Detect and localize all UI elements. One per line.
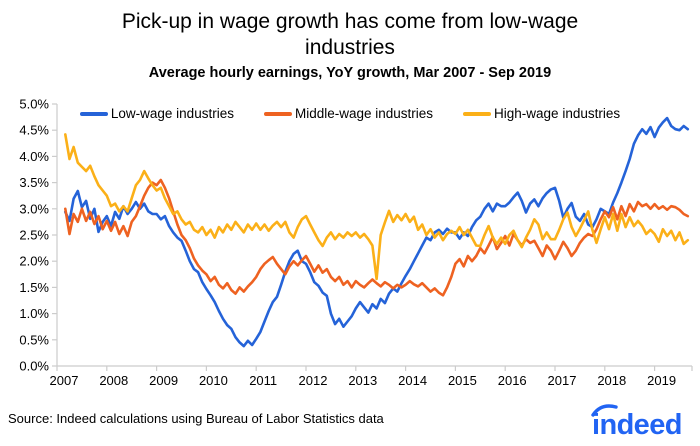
indeed-logo-text: indeed <box>592 409 682 441</box>
legend-label-low-wage: Low-wage industries <box>110 106 234 121</box>
y-tick-label: 5.0% <box>19 96 49 112</box>
legend-swatch-middle-wage <box>264 112 292 116</box>
x-tick-label: 2015 <box>447 373 477 388</box>
y-tick-label: 4.0% <box>19 148 49 164</box>
indeed-logo-graphic <box>590 401 694 441</box>
x-tick-label: 2017 <box>547 373 577 388</box>
y-tick-label: 3.5% <box>19 175 49 191</box>
y-tick-label: 4.5% <box>19 122 49 138</box>
chart-area <box>0 93 700 395</box>
y-tick-label: 1.0% <box>19 306 49 322</box>
wage-growth-line-chart <box>0 93 700 395</box>
x-tick-label: 2011 <box>249 373 278 388</box>
x-tick-label: 2009 <box>149 373 179 388</box>
y-tick-label: 0.5% <box>19 332 49 348</box>
source-note: Source: Indeed calculations using Bureau of Labor Statistics data <box>8 411 384 426</box>
x-tick-label: 2014 <box>398 373 428 388</box>
y-tick-label: 3.0% <box>19 201 49 217</box>
legend-swatch-high-wage <box>463 112 491 116</box>
y-tick-label: 2.5% <box>19 227 49 243</box>
x-tick-label: 2019 <box>647 373 677 388</box>
x-tick-label: 2008 <box>99 373 129 388</box>
legend-item-middle-wage <box>264 106 433 121</box>
x-tick-label: 2013 <box>348 373 378 388</box>
legend-item-low-wage <box>80 106 234 121</box>
y-tick-label: 1.5% <box>19 279 49 295</box>
series-line-high-wage-industries <box>65 134 688 279</box>
indeed-logo <box>590 401 694 446</box>
x-tick-label: 2018 <box>597 373 627 388</box>
x-tick-label: 2007 <box>49 373 79 388</box>
chart-legend <box>0 106 700 121</box>
x-tick-label: 2016 <box>497 373 527 388</box>
legend-item-high-wage <box>463 106 620 121</box>
legend-swatch-low-wage <box>80 112 108 116</box>
chart-title: Pick-up in wage growth has come from low-wage industries <box>121 10 579 60</box>
x-tick-label: 2012 <box>298 373 328 388</box>
chart-subtitle: Average hourly earnings, YoY growth, Mar 2007 - Sep 2019 <box>148 64 552 81</box>
legend-label-middle-wage: Middle-wage industries <box>294 106 434 121</box>
y-tick-label: 2.0% <box>19 253 49 269</box>
chart-page <box>0 9 700 445</box>
x-tick-label: 2010 <box>198 373 228 388</box>
y-tick-label: 0.0% <box>19 358 49 374</box>
legend-label-high-wage: High-wage industries <box>494 106 621 121</box>
